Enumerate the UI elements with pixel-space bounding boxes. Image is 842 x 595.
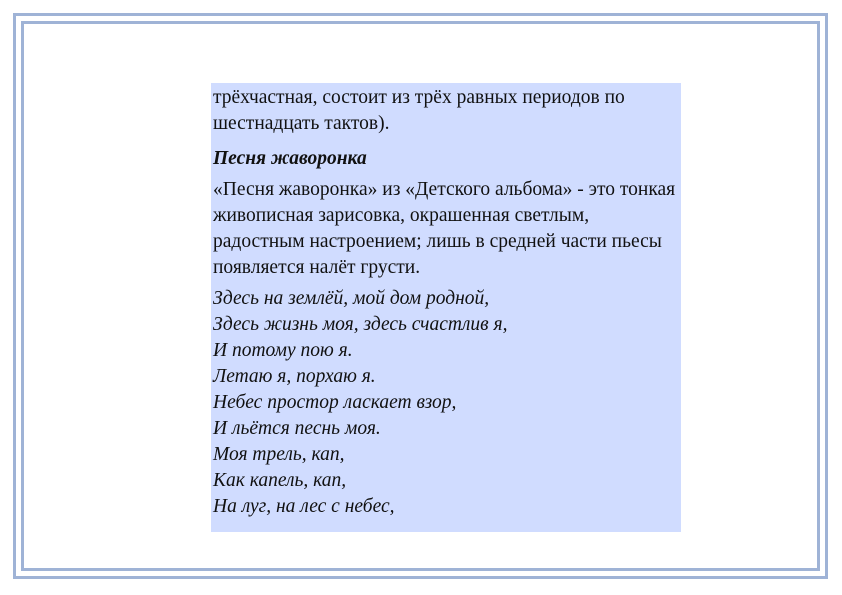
poem-line: Здесь на землёй, мой дом родной, — [213, 288, 490, 309]
poem-line: На луг, на лес с небес, — [213, 496, 395, 517]
description-paragraph: «Песня жаворонка» из «Детского альбома» - это тонкая живописная зарисовка, окрашенная светлым, радостным настроением; лишь в средней части пьесы появляется налёт грусти. — [213, 179, 676, 278]
section-heading: Песня жаворонка — [213, 148, 367, 169]
poem-line: Летаю я, порхаю я. — [213, 366, 376, 387]
poem-line: Здесь жизнь моя, здесь счастлив я, — [213, 314, 508, 335]
poem-line: И потому пою я. — [213, 340, 353, 361]
poem-line: Моя трель, кап, — [213, 444, 345, 465]
poem-line: Небес простор ласкает взор, — [213, 392, 457, 413]
poem-line: Как капель, кап, — [213, 470, 347, 491]
intro-paragraph: трёхчастная, состоит из трёх равных периодов по шестнадцать тактов). — [213, 87, 625, 134]
text-box — [211, 83, 681, 532]
poem — [213, 286, 681, 520]
poem-line: И льётся песнь моя. — [213, 418, 381, 439]
